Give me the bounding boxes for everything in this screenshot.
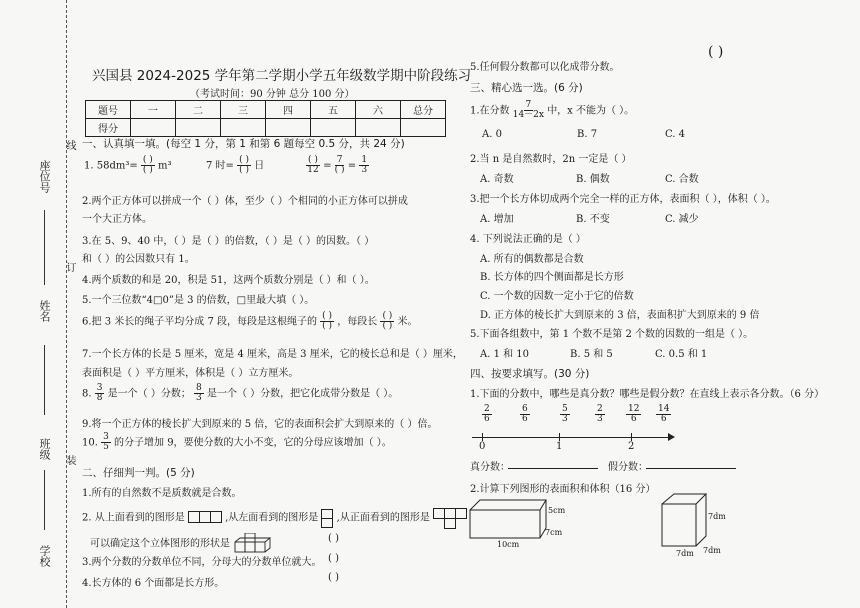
choice-q3-option[interactable]: B. 不变 (576, 214, 610, 225)
judge-q3: 3.两个分数的分数单位不同，分母大的分数单位就大。 (82, 557, 322, 568)
class-label: 班级 (38, 438, 51, 460)
q1a-fraction[interactable] (141, 156, 155, 176)
axis-label: 0 (479, 441, 486, 452)
q6-post: 米。 (397, 316, 418, 328)
choice-q3: 3.把一个长方体切成两个完全一样的正方体，表面积（ ），体积（ ）。 (470, 194, 776, 205)
judge-q2-line2-text: 可以确定这个立体图形的形状是 (90, 538, 230, 550)
blank: ( ) (142, 155, 153, 165)
q8-post: 是一个（ ）分数，把它化成带分数是（ ）。 (206, 388, 399, 400)
q6 (82, 312, 418, 332)
number-line[interactable] (472, 437, 672, 438)
cuboid-depth-label: 7cm (545, 528, 563, 537)
cube-width-label: 7dm (676, 549, 694, 558)
table-cell: 四 (266, 101, 311, 119)
q6-text: 6.把 3 米长的绳子平均分成 7 段，每段是这根绳子的 (82, 316, 317, 328)
q10 (82, 433, 392, 453)
q1a-text: 1. 58dm³= (84, 160, 138, 172)
q2-line2: 一个大正方体。 (82, 214, 152, 225)
judge-q2-paren[interactable]: ( ) (328, 533, 339, 544)
numerator: 3 (96, 383, 103, 393)
denominator: 6 (522, 414, 528, 425)
numerator: 14 (658, 404, 670, 414)
choice-q1-option[interactable]: C. 4 (665, 129, 686, 140)
q8-mid: 是一个（ ）分数； (107, 388, 191, 400)
denominator: 5 (103, 442, 109, 453)
number-line-tick (559, 433, 560, 441)
q10-number: 10. (82, 437, 98, 449)
front-view-figure (433, 508, 465, 528)
judge-q4: 4.长方体的 6 个面都是长方形。 (82, 578, 225, 589)
score-cell[interactable] (221, 119, 266, 137)
true-fraction-label: 真分数： (470, 462, 510, 473)
score-cell[interactable] (401, 119, 446, 137)
denominator: 14－2x (512, 110, 544, 121)
denominator: 6 (630, 414, 637, 425)
top-view-figure (188, 511, 222, 526)
q7-line1: 7.一个长方体的长是 5 厘米，宽是 4 厘米，高是 3 厘米，它的棱长总和是（ ）厘米， (82, 349, 463, 360)
blank: ( ) (142, 165, 153, 176)
q3-line1: 3.在 5、9、40 中，（ ）是（ ）的倍数，（ ）是（ ）的因数。（ ） (82, 236, 375, 247)
table-cell: 总分 (401, 101, 446, 119)
choice-q5: 5.下面各组数中，第 1 个数不是第 2 个数的因数的一组是（ ）。 (470, 329, 754, 340)
class-line[interactable] (44, 470, 45, 530)
blank: ( ) (322, 311, 333, 321)
blank: ( ) (239, 155, 249, 165)
false-fraction-label: 假分数： (608, 462, 648, 473)
blank: ( ) (334, 165, 345, 176)
binding-mark-ding: 订 (64, 262, 75, 272)
score-cell[interactable] (356, 119, 401, 137)
blank: ( ) (382, 311, 393, 321)
page-title: 兴国县 2024-2025 学年第二学期小学五年级数学期中阶段练习 (92, 68, 472, 84)
q1c-fraction3 (359, 156, 369, 176)
numerator: 3 (103, 432, 109, 442)
q8-fraction1 (95, 384, 105, 404)
equals: = (347, 160, 357, 172)
numerator: 5 (562, 404, 568, 414)
cuboid-width-label: 10cm (497, 540, 520, 549)
axis-label: 2 (628, 441, 635, 452)
blank: ( ) (382, 321, 393, 332)
fraction-list-item (595, 405, 605, 425)
judge-q1: 1.所有的自然数不是质数就是合数。 (82, 488, 242, 499)
numerator: 7 (336, 155, 343, 165)
choice-q4-option[interactable]: C. 一个数的因数一定小于它的倍数 (480, 291, 634, 302)
table-cell: 三 (221, 101, 266, 119)
q1c-fraction1[interactable] (306, 156, 320, 176)
equals: = (323, 160, 332, 172)
q2-line1: 2.两个正方体可以拼成一个（ ）体，至少（ ）个相同的小正方体可以拼成 (82, 196, 408, 207)
q7-line2: 表面积是（ ）平方厘米，体积是（ ）立方厘米。 (82, 368, 299, 379)
numerator: 2 (484, 404, 490, 414)
q6-mid: ，每段长 (337, 316, 378, 328)
q3-line2: 和（ ）的公因数只有 1。 (82, 254, 195, 265)
section3-heading: 三、精心选一选。(6 分) (470, 82, 583, 94)
judge-q2-mid1: ,从左面看到的图形是 (225, 512, 319, 524)
table-cell: 题号 (86, 101, 131, 119)
q10-post: 的分子增加 9，要使分数的大小不变，它的分母应该增加（ ）。 (114, 437, 392, 449)
fraction-list-item (560, 405, 570, 425)
q1b (206, 156, 264, 176)
numerator: 2 (597, 404, 603, 414)
denominator: 12 (307, 165, 319, 176)
blank: ( ) (322, 321, 333, 332)
choice-q1-post: 中，x 不能为（ ）。 (547, 105, 635, 117)
fraction-list-item (656, 405, 671, 425)
q1b-fraction[interactable] (237, 156, 251, 176)
q1a (84, 156, 171, 176)
judge-q2-line2 (90, 533, 275, 555)
table-cell: 五 (311, 101, 356, 119)
judge-q2-line1 (82, 508, 465, 528)
denominator: 3 (361, 165, 368, 176)
table-cell: 得分 (86, 119, 131, 137)
section4-heading: 四、按要求填写。(30 分) (470, 368, 590, 380)
blank: ( ) (239, 165, 249, 176)
numerator: 6 (522, 404, 528, 414)
fraction-list-item (626, 405, 641, 425)
table-cell: 二 (176, 101, 221, 119)
section1-heading: 一、认真填一填。(每空 1 分，第 1 和第 6 题每空 0.5 分，共 24 分) (82, 138, 405, 150)
score-table (85, 100, 446, 137)
choice-q2-option[interactable]: A. 奇数 (480, 174, 514, 185)
choice-q1-option[interactable]: B. 7 (577, 129, 598, 140)
school-label: 学校 (38, 545, 51, 567)
binding-mark-xian: 线 (64, 140, 75, 150)
top-right-paren: ( ) (708, 44, 724, 60)
seat-line[interactable] (44, 210, 45, 285)
judge-q2-mid2: ,从正面看到的图形是 (336, 512, 430, 524)
cube-figure (660, 492, 710, 550)
fill-q2: 2.计算下列图形的表面积和体积（16 分） (470, 484, 656, 495)
denominator: 6 (484, 414, 490, 425)
seat-label: 座位号 (38, 160, 51, 193)
q10-fraction (101, 433, 111, 453)
q6-fraction2[interactable] (380, 312, 394, 332)
blank: ( ) (308, 155, 318, 165)
choice-q5-option[interactable]: C. 0.5 和 1 (655, 349, 708, 360)
binding-mark-zhuang: 装 (64, 455, 75, 465)
choice-q4: 4. 下列说法正确的是（ ） (470, 234, 586, 245)
judge-q3-paren[interactable]: ( ) (328, 553, 339, 564)
choice-q4-option[interactable]: B. 长方体的四个侧面都是长方形 (480, 272, 624, 283)
choice-q3-option[interactable]: A. 增加 (480, 214, 514, 225)
left-view-figure (321, 509, 333, 528)
denominator: 6 (660, 414, 667, 425)
numerator: 12 (628, 404, 640, 414)
q1c-fraction2[interactable] (335, 156, 345, 176)
choice-q2-option[interactable]: C. 合数 (665, 174, 699, 185)
cuboid-height-label: 5cm (548, 506, 566, 515)
q9: 9.将一个正方体的棱长扩大到原来的 5 倍，它的表面积会扩大到原来的（ ）倍。 (82, 419, 438, 430)
choice-q1-fraction (513, 101, 544, 121)
cube-depth-label: 7dm (703, 546, 721, 555)
choice-q4-option[interactable]: D. 正方体的棱长扩大到原来的 3 倍，表面积扩大到原来的 9 倍 (480, 310, 760, 321)
choice-q1 (470, 101, 634, 121)
number-line-arrow (668, 433, 675, 441)
q1a-unit: m³ (157, 160, 172, 172)
name-label: 姓名 (38, 300, 51, 322)
score-cell[interactable] (311, 119, 356, 137)
false-fraction-answer-line[interactable] (646, 468, 736, 469)
solid-figure-icon (233, 533, 275, 555)
fill-q1: 1.下面的分数中，哪些是真分数？哪些是假分数？在直线上表示各分数。（6 分） (470, 389, 825, 400)
true-fraction-answer-line[interactable] (508, 468, 598, 469)
choice-q2-option[interactable]: B. 偶数 (576, 174, 610, 185)
name-line[interactable] (44, 345, 45, 415)
denominator: 3 (196, 393, 202, 404)
choice-q5-option[interactable]: B. 5 和 5 (570, 349, 613, 360)
choice-q4-option[interactable]: A. 所有的偶数都是合数 (480, 254, 584, 265)
cuboid-figure (468, 498, 548, 546)
numerator: 1 (361, 155, 368, 165)
denominator: 3 (562, 414, 568, 425)
denominator: 3 (597, 414, 603, 425)
number-line-tick (482, 433, 483, 441)
table-cell: 一 (131, 101, 176, 119)
fraction-list-item (520, 405, 530, 425)
section2-heading: 二、仔细判一判。(5 分) (82, 467, 195, 479)
choice-q5-option[interactable]: A. 1 和 10 (480, 349, 530, 360)
q5: 5.一个三位数“4□0”是 3 的倍数，□里最大填（ ）。 (82, 295, 315, 306)
score-table-score-row (86, 119, 446, 137)
q4: 4.两个质数的和是 20，积是 51，这两个质数分别是（ ）和（ ）。 (82, 275, 375, 286)
q6-fraction1[interactable] (320, 312, 334, 332)
score-cell[interactable] (266, 119, 311, 137)
score-cell[interactable] (131, 119, 176, 137)
table-cell: 六 (356, 101, 401, 119)
score-cell[interactable] (176, 119, 221, 137)
choice-q1-text: 1.在分数 (470, 105, 510, 117)
score-table-header-row (86, 101, 446, 119)
q1b-text: 7 时= (206, 160, 234, 172)
q1b-unit: 日 (254, 160, 265, 172)
q8-fraction2 (194, 384, 204, 404)
q8 (82, 384, 398, 404)
q1c (306, 156, 369, 176)
binding-dashed-line (66, 0, 67, 608)
choice-q2: 2.当 n 是自然数时，2n 一定是（ ） (470, 154, 632, 165)
choice-q1-option[interactable]: A. 0 (482, 129, 502, 140)
numerator: 7 (525, 100, 532, 110)
choice-q3-option[interactable]: C. 减少 (665, 214, 699, 225)
fraction-list-item (482, 405, 492, 425)
page-subtitle: （考试时间：90 分钟 总分 100 分） (190, 89, 355, 100)
number-line-tick (631, 433, 632, 441)
judge-q5: 5.任何假分数都可以化成带分数。 (470, 62, 620, 73)
numerator: 8 (196, 383, 202, 393)
judge-q2-text: 2. 从上面看到的图形是 (82, 512, 185, 524)
q8-number: 8. (82, 388, 92, 400)
cube-height-label: 7dm (708, 512, 726, 521)
judge-q4-paren[interactable]: ( ) (328, 572, 339, 583)
axis-label: 1 (556, 441, 563, 452)
denominator: 8 (96, 393, 103, 404)
